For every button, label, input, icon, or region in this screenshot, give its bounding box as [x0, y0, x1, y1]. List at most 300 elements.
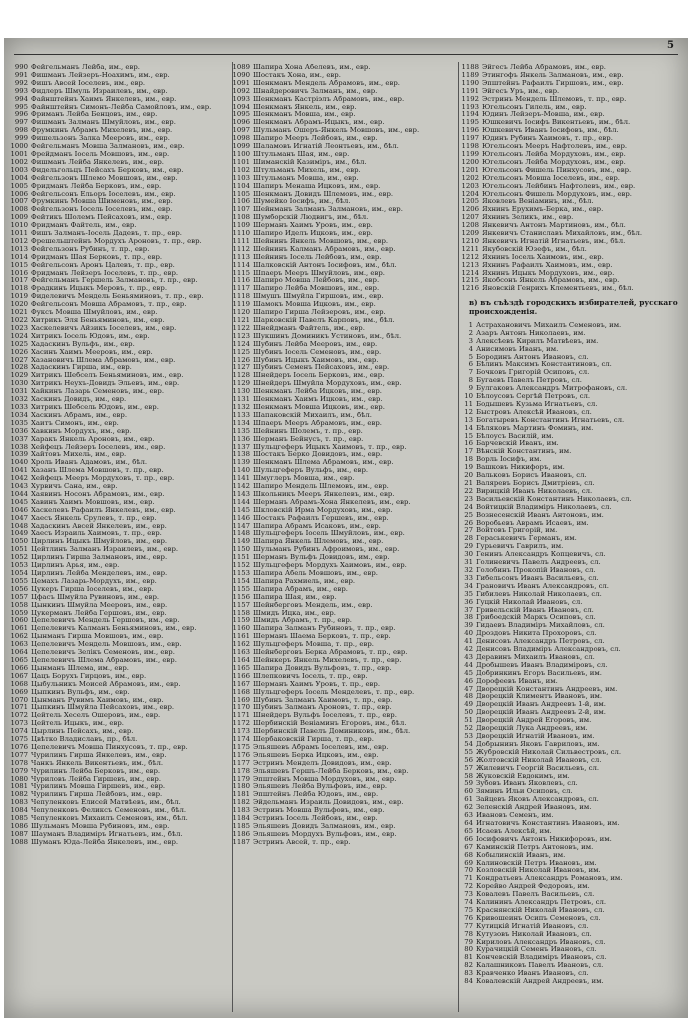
entry-number: 1000: [10, 143, 28, 151]
entry-number: 1135: [232, 427, 250, 435]
entry-text: Цепелевичъ Мендель Гершовъ, им., евр.: [31, 617, 180, 625]
entry-number: 1212: [461, 253, 479, 261]
entry-text: Шербаковскій Гирша, т. пр., евр.: [253, 736, 374, 744]
list-entry: [8, 697, 231, 705]
list-entry: [230, 483, 455, 491]
entry-text: Шостакъ Хона, им., евр.: [253, 71, 341, 79]
entry-text: Фейгельманъ Гершель Залмановъ, т. пр., евр.: [31, 277, 198, 285]
entry-number: 1016: [10, 269, 28, 277]
entry-number: 1011: [10, 230, 28, 238]
entry-text: Фейгельсонъ Ельоръ Іоселевъ, им., евр.: [31, 190, 176, 198]
entry-number: 1050: [10, 538, 28, 546]
entry-text: Шерманъ Бейнусъ, т. пр., евр.: [253, 435, 364, 443]
list-entry: [459, 167, 685, 175]
entry-text: Васильевскій Константинъ Николаевъ, сл.: [476, 495, 632, 503]
entry-text: Шенкманъ Шлема Абрамовъ, им., евр.: [253, 459, 394, 467]
entry-text: Хитрикъ Іосель Юдовъ, им., евр.: [31, 332, 150, 340]
entry-text: Цыбульникъ Моисей Абрамовъ, им., евр.: [31, 680, 181, 688]
entry-text: Хейфецъ Мееръ Мордуховъ, т. пр., евр.: [31, 475, 175, 483]
entry-text: Шнайдеровичъ Залманъ, им., евр.: [253, 87, 378, 95]
list-entry: [459, 709, 685, 717]
list-entry: [8, 309, 231, 317]
list-entry: [230, 436, 455, 444]
entry-text: Цынманъ Шлема, им., евр.: [31, 664, 129, 672]
entry-text: Шлепковичъ Іосель, т. пр., евр.: [253, 672, 368, 680]
entry-number: 45: [464, 669, 473, 677]
entry-text: Шарковскій Павелъ Карповъ, им., бѣл.: [253, 317, 395, 324]
entry-number: 1119: [232, 301, 250, 309]
list-entry: [230, 697, 455, 705]
entry-text: Кончевскій Владиміръ Ивановъ, сл.: [476, 954, 607, 962]
list-entry: [230, 815, 455, 823]
entry-text: Зяминъ Ильи Осиповъ, сл.: [476, 788, 573, 796]
entry-number: 1122: [232, 324, 250, 332]
entry-number: 1023: [10, 324, 28, 332]
list-entry: [459, 551, 685, 559]
entry-number: 1155: [232, 585, 250, 593]
list-entry: [8, 151, 231, 159]
list-entry: [230, 151, 455, 159]
entry-number: 1038: [10, 443, 28, 451]
entry-number: 1199: [461, 150, 479, 158]
entry-number: 78: [464, 930, 473, 938]
entry-text: Югельсонъ Лейба Мордуховъ, им., евр.: [482, 150, 626, 158]
entry-number: 1132: [232, 403, 250, 411]
entry-text: Яхнинъ Іосель Хаимовъ, им., евр.: [482, 253, 604, 261]
list-entry: [459, 599, 685, 607]
entry-number: 1106: [232, 198, 250, 206]
entry-text: Бѣлинъ Максимъ Константиновъ, сл.: [476, 361, 612, 369]
entry-text: Шульцгеферъ Іосель Менделевъ, т. пр., евр.: [253, 688, 415, 696]
entry-text: Фейгельзонъ Шлемо Мовшовъ, им., евр.: [31, 174, 178, 182]
list-entry: [230, 159, 455, 167]
entry-number: 32: [464, 566, 473, 574]
entry-number: 1029: [10, 372, 28, 380]
entry-number: 1172: [232, 720, 250, 728]
entry-text: Шмидъ Абрамъ, т. пр., евр.: [253, 617, 352, 625]
entry-text: Шумейко Іосифъ, им., бѣл.: [253, 198, 351, 206]
entry-text: Кривошеинъ Осипъ Семеновъ, сл.: [476, 914, 601, 922]
entry-text: Фидельгольцъ Пейсахъ Берковъ, им., евр.: [31, 166, 184, 174]
list-entry: [459, 448, 685, 456]
entry-text: Яхнинъ Рафаилъ Хаимовъ, им., евр.: [482, 261, 613, 269]
entry-text: Югельсонъ Гилель, им., евр.: [482, 103, 587, 111]
entry-number: 1213: [461, 261, 479, 269]
list-entry: [230, 349, 455, 357]
list-entry: [459, 472, 685, 480]
entry-text: Шейнберговъ Берка Абрамовъ, т. пр., евр.: [253, 649, 408, 657]
entry-text: Хасинъ Хаимъ Мееровъ, им., евр.: [31, 348, 153, 356]
entry-number: 76: [464, 914, 473, 922]
entry-text: Шейнинъ Калманъ Абрамовъ, им., евр.: [253, 245, 396, 253]
entry-text: Голобинъ Прокопій Ивановъ, сл.: [476, 566, 596, 574]
list-entry: [230, 625, 455, 633]
entry-number: 1148: [232, 530, 250, 538]
list-entry: [230, 657, 455, 665]
list-entry: [230, 341, 455, 349]
entry-number: 1208: [461, 222, 479, 230]
entry-text: Юшкевичъ Иванъ Іосифовъ, им., бѣл.: [482, 127, 619, 135]
list-entry: [459, 749, 685, 757]
list-entry: [8, 752, 231, 760]
entry-text: Грановичъ Иванъ Александровъ, сл.: [476, 582, 610, 590]
list-entry: [230, 238, 455, 246]
entry-number: 1104: [232, 182, 250, 190]
entry-text: Шаламовъ Игнатій Леонтьевъ, им., бѣл.: [253, 143, 399, 151]
entry-text: Фридманъ Файтель, им., евр.: [31, 222, 137, 230]
list-entry: [230, 689, 455, 697]
entry-number: 1039: [10, 451, 28, 459]
section-heading: в) въ съѣздѣ городскихъ избирателей, русскаго происхожденія.: [469, 298, 678, 316]
entry-number: 80: [464, 946, 473, 954]
entry-number: 69: [464, 859, 473, 867]
entry-number: 24: [464, 503, 473, 511]
entry-number: 54: [464, 740, 473, 748]
entry-number: 68: [464, 851, 473, 859]
entry-number: 1022: [10, 317, 28, 324]
entry-number: 1109: [232, 222, 250, 230]
entry-text: Шауманъ Владиміръ Игнатьевъ, им., бѣл.: [31, 830, 183, 838]
list-entry: [230, 277, 455, 285]
entry-number: 1055: [10, 577, 28, 585]
list-entry: [230, 254, 455, 262]
entry-number: 1189: [461, 71, 479, 79]
entry-text: Шерманъ Хаимъ Уровъ, т. пр., евр.: [253, 680, 381, 688]
entry-number: 1201: [461, 166, 479, 174]
entry-text: Денисовъ Владиміръ Александровъ, сл.: [476, 646, 621, 654]
list-entry: [8, 523, 231, 531]
entry-text: Дворецкій Константинъ Андреевъ, им.: [476, 685, 618, 693]
list-entry: [8, 483, 231, 491]
entry-number: 1160: [232, 625, 250, 633]
entry-text: Дворецкій Иванъ Андреевъ 1-й, им.: [476, 701, 606, 709]
list-entry: [459, 765, 685, 773]
entry-text: Фейгельсонъ Аронъ Цалевъ, т. пр., евр.: [31, 261, 175, 269]
entry-text: Шмушъ Шмуйла Гиршовъ, им., евр.: [253, 293, 384, 301]
entry-text: Вирицкій Иванъ Николаевъ, сл.: [476, 487, 593, 495]
list-entry: [8, 499, 231, 507]
list-entry: [8, 277, 231, 285]
list-entry: [230, 554, 455, 562]
entry-number: 72: [464, 883, 473, 891]
entry-text: Шерманъ Абрамъ-Хона Янкелевъ, им., евр.: [253, 498, 411, 506]
entry-number: 1074: [10, 728, 28, 736]
entry-text: Хаявинъ Носонъ Абрамовъ, им., евр.: [31, 490, 165, 498]
list-entry: [8, 198, 231, 206]
list-entry: [8, 570, 231, 578]
entry-text: Бѣлоусовъ Сергѣй Петровъ, сл.: [476, 393, 591, 401]
entry-number: 1117: [232, 285, 250, 293]
entry-number: 49: [464, 701, 473, 709]
entry-text: Шубинъ Ицыкъ Хаимовъ, им., евр.: [253, 356, 379, 364]
entry-text: Булгаковъ Александръ Митрофановъ, сл.: [476, 385, 628, 393]
list-entry: [459, 496, 685, 504]
list-entry: [230, 602, 455, 610]
list-entry: [8, 665, 231, 673]
list-entry: [459, 915, 685, 923]
entry-text: Югельсонъ Мееръ Нафтолевъ, им., евр.: [482, 143, 628, 151]
list-entry: [230, 633, 455, 641]
list-entry: [8, 420, 231, 428]
list-entry: [459, 504, 685, 512]
entry-text: Денисовъ Александръ Петровъ, сл.: [476, 638, 605, 646]
entry-text: Дворецкій Андрей Егоровъ, им.: [476, 717, 592, 725]
entry-number: 73: [464, 891, 473, 899]
entry-text: Вальковъ Борисъ Ивановъ, сл.: [476, 472, 587, 480]
entry-text: Быстровъ Алексѣй Ивановъ, сл.: [476, 408, 592, 416]
entry-number: 1105: [232, 190, 250, 198]
entry-number: 1070: [10, 696, 28, 704]
list-entry: [459, 377, 685, 385]
entry-text: Барчевскій Иванъ, им.: [476, 440, 559, 448]
list-entry: [230, 720, 455, 728]
list-entry: [8, 444, 231, 452]
entry-number: 16: [464, 440, 473, 448]
entry-text: Фриманъ Лейба Бенцовъ, им., евр.: [31, 111, 158, 119]
list-entry: [459, 151, 685, 159]
entry-text: Шапира Абель Мовшовъ, им., евр.: [253, 570, 378, 577]
entry-number: 1162: [232, 641, 250, 649]
entry-text: Шнейдеръ Шмуйла Мордуховъ, им., евр.: [253, 380, 402, 388]
entry-number: 1081: [10, 783, 28, 791]
entry-text: Эстринъ Менделъ Довидовъ, им., евр.: [253, 759, 392, 767]
list-entry: [8, 88, 231, 96]
scanned-page: [4, 38, 688, 1018]
entry-number: 1200: [461, 158, 479, 166]
entry-text: Эльяшевъ Лейба Вульфовъ, им., евр.: [253, 783, 388, 791]
entry-number: 1206: [461, 206, 479, 214]
entry-number: 1188: [461, 64, 479, 71]
entry-number: 1004: [10, 174, 28, 182]
list-entry: [8, 159, 231, 167]
entry-number: 997: [14, 119, 28, 127]
list-entry: [230, 104, 455, 112]
entry-number: 1083: [10, 799, 28, 807]
entry-text: Шапира Абрамъ Исаковъ, им., евр.: [253, 522, 381, 530]
entry-text: Эйдельманъ Израиль Довидовъ, им., евр.: [253, 799, 404, 807]
list-entry: [8, 119, 231, 127]
entry-text: Кириловъ Александръ Ивановъ, сл.: [476, 938, 606, 946]
entry-number: 1084: [10, 807, 28, 815]
list-entry: [459, 104, 685, 112]
list-entry: [8, 191, 231, 199]
list-entry: [459, 970, 685, 978]
list-entry: [8, 167, 231, 175]
entry-number: 1175: [232, 743, 250, 751]
list-entry: [459, 270, 685, 278]
entry-number: 82: [464, 962, 473, 970]
entry-text: Богатыревъ Константинъ Игнатьевъ, сл.: [476, 416, 625, 424]
entry-text: Цепелевичъ Мовша Пинхусовъ, т. пр., евр.: [31, 743, 188, 751]
entry-text: Азаръ Антонъ Николаевъ, им.: [476, 329, 586, 337]
entry-number: 61: [464, 796, 473, 804]
entry-number: 1131: [232, 396, 250, 404]
list-entry: [459, 393, 685, 401]
list-entry: [459, 119, 685, 127]
list-entry: [8, 530, 231, 538]
list-entry: [230, 127, 455, 135]
entry-number: 12: [464, 408, 473, 416]
list-entry: [459, 686, 685, 694]
entry-text: Шульманъ Рубинъ Афроимовъ, им., евр.: [253, 546, 400, 554]
entry-number: 1018: [10, 285, 28, 293]
entry-text: Жилевичъ Георгій Васильевъ, сл.: [476, 764, 600, 772]
list-entry: [459, 614, 685, 622]
entry-text: Добрынинъ Яковъ Гавриловъ, им.: [476, 740, 600, 748]
entry-number: 990: [14, 64, 28, 71]
entry-text: Шиманскій Казиміръ, им., бѣл.: [253, 158, 367, 166]
entry-text: Янкевичъ Игнатій Игнатьевъ, им., бѣл.: [482, 237, 626, 245]
list-entry: [459, 440, 685, 448]
entry-text: Ковалевскій Андрей Андреевъ, им.: [476, 978, 604, 986]
entry-number: 1156: [232, 593, 250, 601]
entry-number: 1158: [232, 609, 250, 617]
list-entry: [459, 733, 685, 741]
list-entry: [459, 804, 685, 812]
list-entry: [8, 135, 231, 143]
list-entry: [230, 768, 455, 776]
entry-text: Шапаковскій Михаилъ, им., бѣл.: [253, 411, 372, 419]
entry-number: 1142: [232, 483, 250, 491]
entry-number: 75: [464, 906, 473, 914]
list-entry: [8, 254, 231, 262]
list-entry: [459, 954, 685, 962]
entry-number: 1035: [10, 419, 28, 427]
entry-number: 50: [464, 709, 473, 717]
entry-text: Шапиро Лейба Мовшовъ, им., евр.: [253, 285, 380, 293]
voter-list-continued: [459, 64, 685, 293]
list-entry: [230, 507, 455, 515]
list-entry: [230, 96, 455, 104]
entry-number: 1136: [232, 435, 250, 443]
list-entry: [230, 293, 455, 301]
list-entry: [459, 72, 685, 80]
entry-text: Хадаскинъ Авсей Янкелевъ, им., евр.: [31, 522, 167, 530]
list-entry: [459, 773, 685, 781]
entry-number: 1001: [10, 150, 28, 158]
list-entry: [459, 135, 685, 143]
list-entry: [8, 325, 231, 333]
entry-number: 1177: [232, 759, 250, 767]
list-entry: [459, 175, 685, 183]
entry-number: 1133: [232, 411, 250, 419]
list-entry: [8, 451, 231, 459]
entry-text: Жуковскій Евдокимъ, им.: [476, 772, 570, 780]
list-entry: [8, 736, 231, 744]
entry-number: 1159: [232, 617, 250, 625]
list-entry: [8, 538, 231, 546]
entry-text: Фишманъ Залманъ Шмуйловъ, им., евр.: [31, 119, 176, 127]
entry-number: 1076: [10, 743, 28, 751]
entry-number: 43: [464, 653, 473, 661]
entry-number: 1090: [232, 71, 250, 79]
entry-number: 1169: [232, 696, 250, 704]
entry-number: 1077: [10, 751, 28, 759]
entry-number: 55: [464, 748, 473, 756]
entry-text: Цепелевичъ Зелікъ Семеновъ, им., евр.: [31, 649, 175, 657]
list-entry: [8, 293, 231, 301]
entry-number: 1045: [10, 498, 28, 506]
list-entry: [8, 357, 231, 365]
entry-text: Школьникъ Мееръ Янкелевъ, им., евр.: [253, 490, 395, 498]
entry-text: Алексѣевъ Кирилъ Матвѣевъ, им.: [476, 337, 599, 345]
entry-text: Цепелевичъ Калманъ Беньяминовъ, им., евр.: [31, 625, 197, 633]
entry-number: 47: [464, 685, 473, 693]
entry-text: Юшкевичъ Іосифъ Викентьевъ, им., бѣл.: [482, 119, 631, 127]
list-entry: [459, 559, 685, 567]
list-entry: [8, 657, 231, 665]
list-entry: [459, 852, 685, 860]
entry-text: Хитрикъ Неухъ-Довидъ Эльевъ, им., евр.: [31, 380, 180, 388]
entry-number: 1130: [232, 388, 250, 396]
entry-number: 1099: [232, 143, 250, 151]
entry-text: Хитрикъ Шебсель Юдовъ, им., евр.: [31, 403, 159, 411]
entry-number: 20: [464, 472, 473, 480]
list-entry: [459, 923, 685, 931]
list-entry: [230, 428, 455, 436]
entry-text: Цыпкинъ Вульфъ, им., евр.: [31, 688, 130, 696]
entry-number: 1126: [232, 356, 250, 364]
list-entry: [230, 214, 455, 222]
entry-text: Чурилинъ Гирша Янкелевъ, им., евр.: [31, 751, 167, 759]
entry-text: Шейнинъ Шолемъ, т. пр., евр.: [253, 427, 363, 435]
entry-number: 35: [464, 590, 473, 598]
list-entry: [459, 222, 685, 230]
entry-number: 1183: [232, 807, 250, 815]
list-entry: [459, 638, 685, 646]
list-entry: [8, 689, 231, 697]
entry-number: 1210: [461, 237, 479, 245]
entry-text: Шапиръ Менаша Ицковъ, им., евр.: [253, 182, 381, 190]
entry-number: 33: [464, 574, 473, 582]
list-entry: [230, 586, 455, 594]
entry-number: 53: [464, 733, 473, 740]
entry-number: 25: [464, 511, 473, 519]
list-entry: [8, 364, 231, 372]
entry-text: Хазанъ Шлема Мовшовъ, т. пр., евр.: [31, 467, 164, 475]
entry-text: Бочковъ Григорій Осиповъ, сл.: [476, 369, 590, 377]
list-entry: [8, 459, 231, 467]
entry-number: 1082: [10, 791, 28, 799]
list-entry: [8, 127, 231, 135]
entry-number: 1006: [10, 190, 28, 198]
entry-number: 1164: [232, 656, 250, 664]
entry-text: Шпаеръ Мееръ Абрамовъ, им., евр.: [253, 419, 382, 427]
list-entry: [230, 791, 455, 799]
entry-text: Гераськевичъ Германъ, им.: [476, 535, 577, 543]
entry-number: 1040: [10, 459, 28, 467]
entry-number: 1154: [232, 577, 250, 585]
entry-text: Астрахановичъ Михаилъ Семеновъ, им.: [476, 321, 622, 329]
entry-number: 1087: [10, 830, 28, 838]
entry-text: Чанкъ Янкель Викентьевъ, им., бѣл.: [31, 759, 164, 767]
list-entry: [459, 214, 685, 222]
entry-number: 84: [464, 978, 473, 986]
entry-number: 7: [468, 369, 473, 377]
entry-number: 1103: [232, 174, 250, 182]
entry-text: Шостакъ Рафаилъ Гершевъ, им., евр.: [253, 514, 389, 522]
entry-text: Шенкманъ Довидъ Шлемовъ, им., евр.: [253, 190, 394, 198]
entry-number: 1092: [232, 87, 250, 95]
entry-text: Эйгесъ Уръ, им., евр.: [482, 87, 560, 95]
list-entry: [8, 333, 231, 341]
entry-text: Эпштейнъ Лейба Юдовъ, им., евр.: [253, 791, 379, 799]
list-entry: [230, 823, 455, 831]
entry-number: 1207: [461, 214, 479, 222]
list-entry: [459, 88, 685, 96]
entry-number: 1179: [232, 775, 250, 783]
entry-number: 10: [464, 393, 473, 401]
